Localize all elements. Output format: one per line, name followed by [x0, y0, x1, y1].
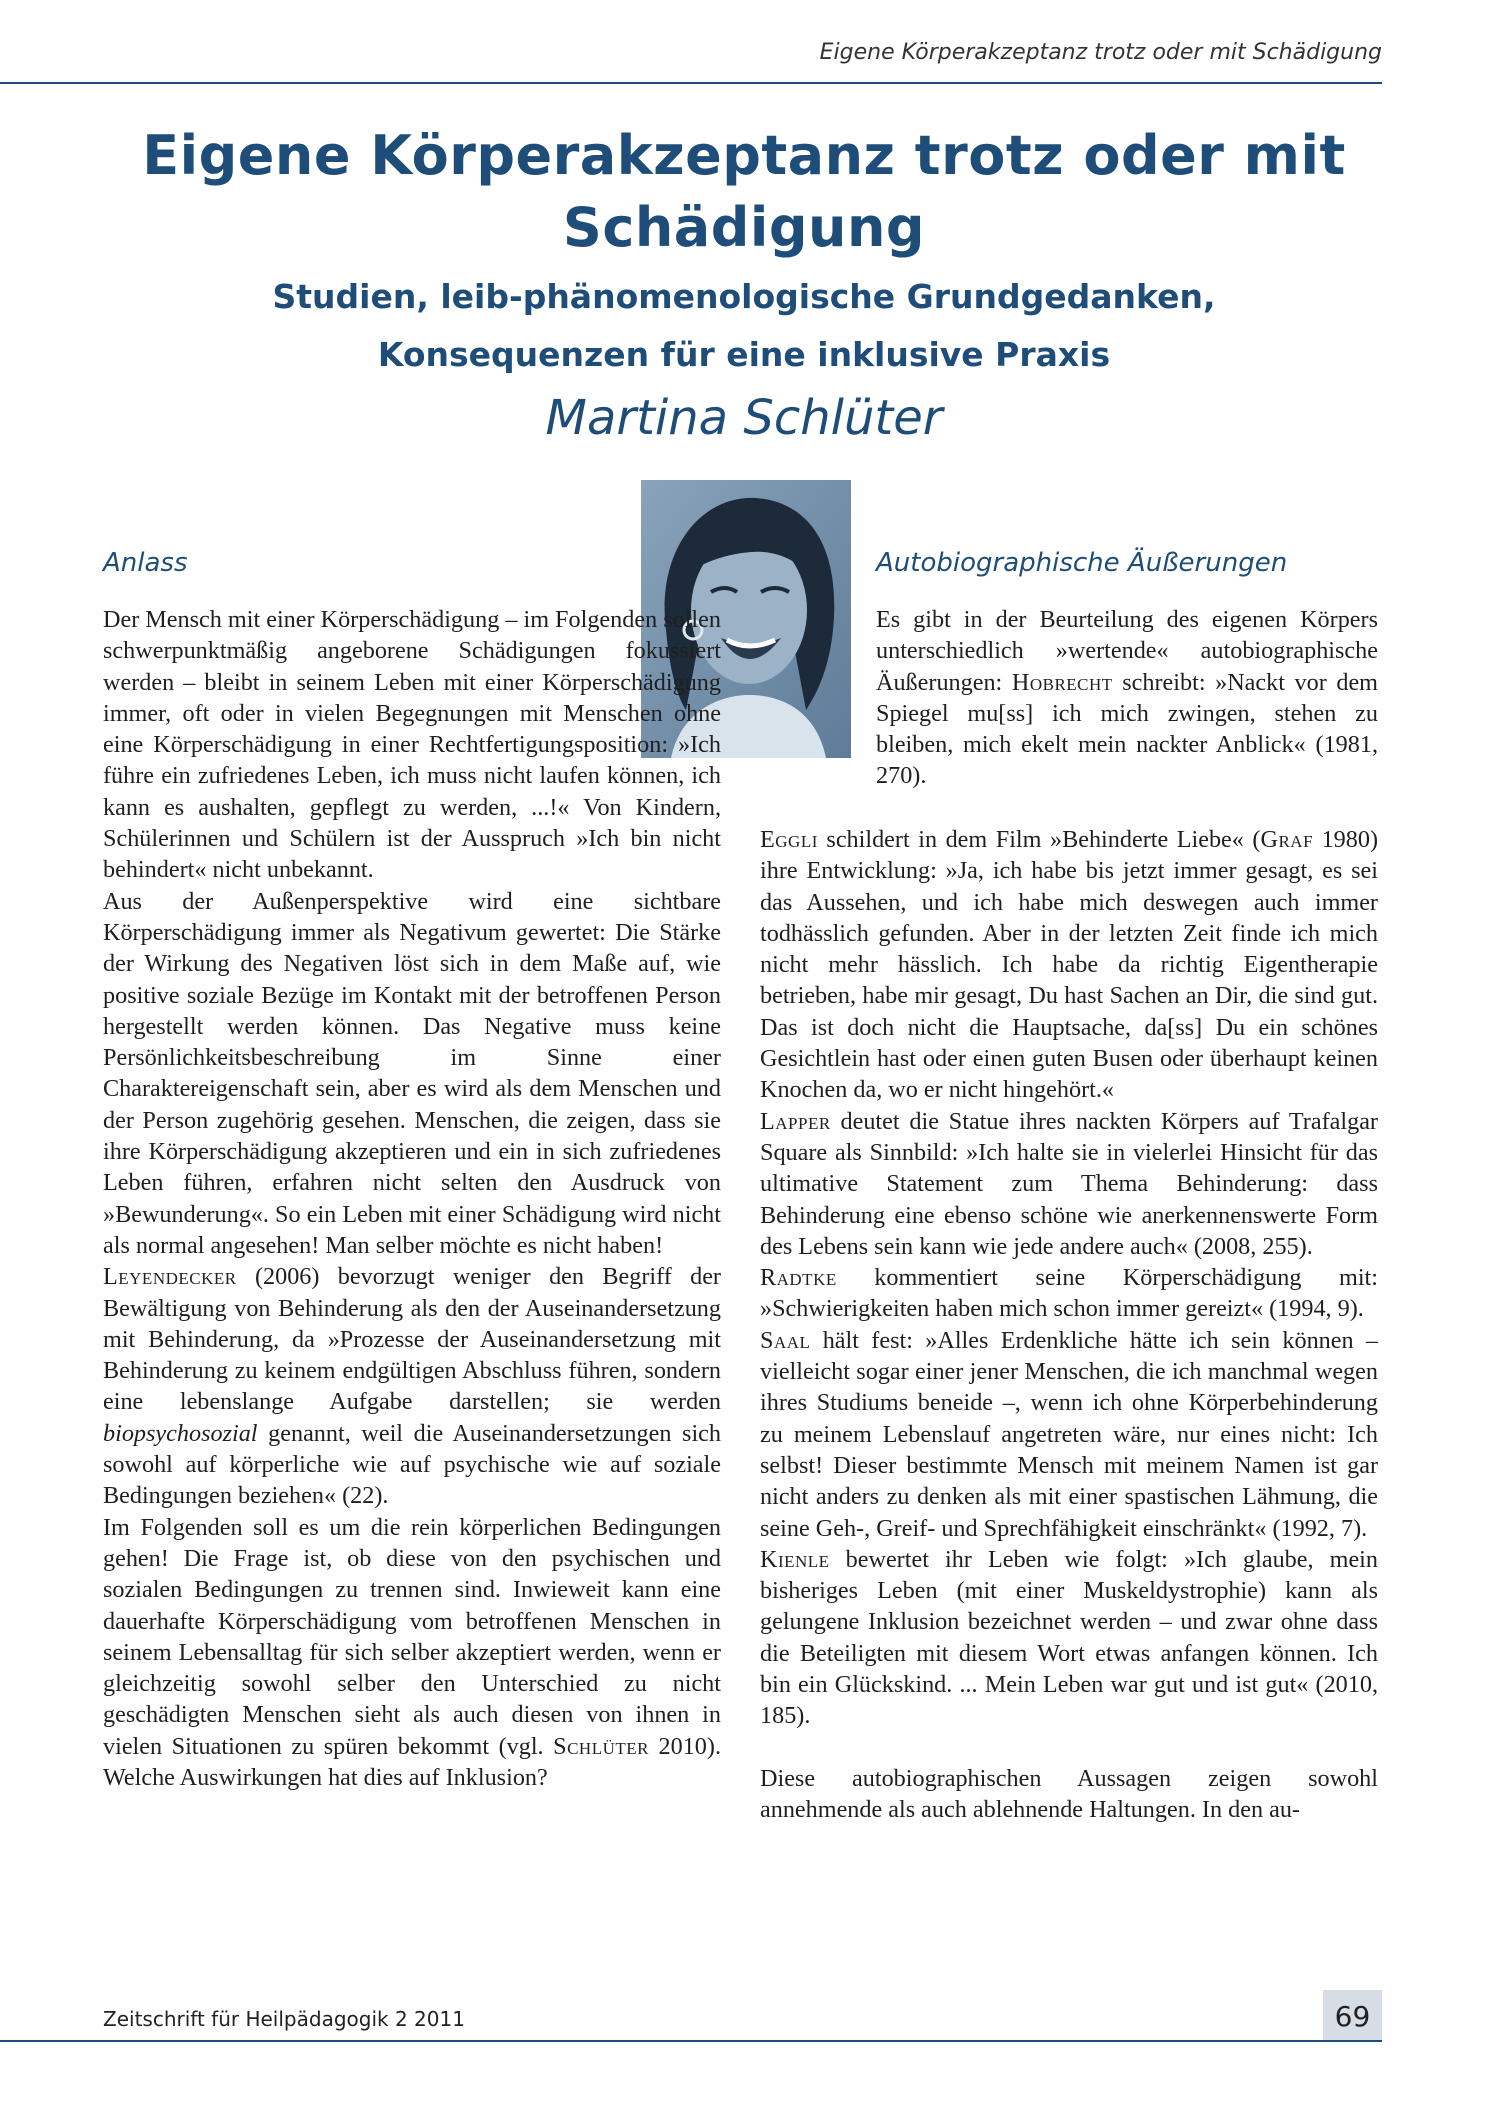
- author-name: Martina Schlüter: [545, 390, 943, 446]
- text-anlass-2: Aus der Außenperspektive wird eine sichtbare Körperschädigung immer als Negativum gewertet: Die Stärke der Wirkung des Negativen löst sich in dem Maße auf, wie positive soziale Bezüge im Kontakt mit der betroffenen Person hergestellt werden können. Das Negative muss keine Persönlichkeitsbeschreibung im Sinne einer Charaktereigenschaft sein, aber es wird als dem Menschen und der Person zugehörig gesehen. Menschen, die zeigen, dass sie ihre Körperschädigung akzeptieren und ein in sich zufriedenes Leben führen, erfahren nicht selten den Ausdruck von »Bewunderung«. So ein Leben mit einer Schädigung wird nicht als normal angesehen! Man selber möchte es nicht haben!: [103, 887, 721, 1259]
- article-title-line-1: Eigene Körperakzeptanz trotz oder mit: [142, 124, 1346, 187]
- paragraph-radtke: [760, 1262, 1378, 1325]
- paragraph-anlass-2: [103, 886, 721, 1262]
- text-closing: Diese autobiographischen Aussagen zeigen sowohl annehmende als auch ablehnende Haltungen. In den au-: [760, 1764, 1378, 1823]
- right-column: [760, 824, 1378, 1825]
- paragraph-anlass-1: [103, 604, 721, 886]
- footer-journal: Zeitschrift für Heilpädagogik 2 2011: [103, 2007, 465, 2031]
- text-anlass-3a: (2006) bevorzugt weniger den Begriff der Bewältigung von Behinderung als den der Auseinandersetzung mit Behinderung, da »Prozesse der Auseinandersetzung mit Behinderung zu keinem endgültigen Abschluss führen, sondern eine lebenslange Aufgabe darstellen; sie werden: [103, 1263, 721, 1416]
- text-eggli-b: 1980) ihre Entwicklung: »Ja, ich habe bis jetzt immer gesagt, es sei das Aussehen, und ich habe mich deswegen auch immer todhässlich gefunden. Aber in der letzten Zeit finde ich mich nicht mehr hässlich. Ich habe da richtig Eigentherapie betrieben, habe mir gesagt, Du hast Sachen an Dir, die sind gut. Das ist doch nicht die Hauptsache, da[ss] Du ein schönes Gesichtlein hast oder einen guten Busen oder überhaupt keinen Knochen da, wo er nicht hingehört.«: [760, 826, 1378, 1104]
- author-ref-hobrecht: Hobrecht: [1011, 668, 1113, 696]
- text-lapper: deutet die Statue ihres nackten Körpers auf Trafalgar Square als Sinnbild: »Ich halte sie in vielerlei Hinsicht für das ultimative Statement zum Thema Behinderung: dass Behinderung eine ebenso schöne wie anerkennenswerte Form des Lebens sein kann wie jede andere auch« (2008, 255).: [760, 1107, 1378, 1260]
- text-hobrecht-quote: schreibt: »Nackt vor dem Spiegel mu[ss] ich mich zwingen, stehen zu bleiben, mich ekelt mein nackter Anblick« (1981, 270).: [876, 668, 1378, 790]
- text-intro: Es gibt in der Beurteilung des eigenen Körpers unterschiedlich »wertende« autobiographische Äußerungen:: [876, 606, 1378, 696]
- section-heading-autobiographische: Autobiographische Äußerungen: [876, 548, 1288, 578]
- page-number-box: [1323, 1990, 1382, 2040]
- left-column: [103, 604, 721, 1793]
- article-title-line-2: Schädigung: [562, 196, 926, 259]
- paragraph-eggli: [760, 824, 1378, 1106]
- text-anlass-1: Der Mensch mit einer Körperschädigung – im Folgenden sollen schwerpunktmäßig angeborene Schädigungen fokussiert werden – bleibt in seinem Leben mit einer Körperschädigung immer, oft oder in vielen Begegnungen mit Menschen ohne eine Körperschädigung in einer Rechtfertigungsposition: »Ich führe ein zufriedenes Leben, ich muss nicht laufen können, ich kann es aushalten, gepflegt zu werden, ...!« Von Kindern, Schülerinnen und Schülern ist der Ausspruch »Ich bin nicht behindert« nicht unbekannt.: [103, 606, 721, 884]
- author-ref-graf: Graf: [1260, 826, 1314, 853]
- paragraph-anlass-4: [103, 1512, 721, 1794]
- author-ref-kienle: Kienle: [760, 1545, 830, 1573]
- paragraph-closing: [760, 1763, 1378, 1826]
- paragraph-lapper: [760, 1106, 1378, 1262]
- author-ref-radtke: Radtke: [760, 1264, 837, 1292]
- article-title: [100, 120, 1388, 264]
- author-ref-schlueter: Schlüter: [553, 1732, 649, 1760]
- text-kienle: bewertet ihr Leben wie folgt: »Ich glaube, mein bisheriges Leben (mit einer Muskeldystrophie) kann als gelungene Inklusion bezeichnet werden – und zwar ohne dass die Beteiligten mit diesem Wort etwas anfangen können. Ich bin ein Glückskind. ... Mein Leben war gut und ist gut« (2010, 185).: [760, 1545, 1378, 1730]
- page-number: 69: [1334, 2000, 1371, 2033]
- article-subtitle-line-2: Konsequenzen für eine inklusive Praxis: [377, 335, 1111, 374]
- author-ref-saal: Saal: [760, 1326, 811, 1354]
- right-column-intro: [876, 604, 1378, 792]
- article-subtitle: [100, 268, 1388, 384]
- running-head-title: Eigene Körperakzeptanz trotz oder mit Schädigung: [819, 40, 1382, 65]
- paragraph-anlass-3: [103, 1261, 721, 1511]
- paragraph-kienle: [760, 1544, 1378, 1732]
- term-biopsychosozial: biopsychosozial: [103, 1419, 258, 1447]
- footer-rule: [0, 2040, 1382, 2042]
- text-anlass-4b: 2010). Welche Auswirkungen hat dies auf Inklusion?: [103, 1732, 721, 1791]
- text-anlass-4a: Im Folgenden soll es um die rein körperlichen Bedingungen gehen! Die Frage ist, ob diese von den psychischen und sozialen Bedingungen zu trennen sind. Inwieweit kann eine dauerhafte Körperschädigung vom betroffenen Menschen in seinem Lebensalltag für sich selber akzeptiert werden, wenn er gleichzeitig sowohl selber den Unterschied zu nicht geschädigten Menschen sieht als auch diesen von ihnen in vielen Situationen zu spüren bekommt (vgl.: [103, 1513, 721, 1760]
- author-ref-leyendecker: Leyendecker: [103, 1263, 237, 1291]
- paragraph-saal: [760, 1325, 1378, 1544]
- text-radtke: kommentiert seine Körperschädigung mit: »Schwierigkeiten haben mich schon immer gereizt« (1994, 9).: [760, 1264, 1378, 1323]
- section-heading-anlass: Anlass: [103, 548, 188, 578]
- paragraph-intro: [876, 604, 1378, 792]
- text-anlass-3b: genannt, weil die Auseinandersetzungen sich sowohl auf körperliche wie auf psychische wie auf soziale Bedingungen beziehen« (22).: [103, 1419, 721, 1510]
- text-eggli-a: schildert in dem Film »Behinderte Liebe« (: [817, 826, 1261, 853]
- author-ref-eggli: Eggli: [760, 826, 818, 853]
- author-ref-lapper: Lapper: [760, 1107, 831, 1135]
- article-subtitle-line-1: Studien, leib-phänomenologische Grundgedanken,: [272, 277, 1216, 316]
- running-header: [0, 0, 1382, 84]
- text-saal: hält fest: »Alles Erdenkliche hätte ich sein können – vielleicht sogar einer jener Menschen, die ich manchmal wegen ihres Studiums beneide –, wenn ich ohne Körperbehinderung zu meinem Lebenslauf angetreten wäre, nur eines nicht: Ich selbst! Dieser bestimmte Mensch mit meinem Namen ist gar nicht anders zu denken als mit einer spastischen Lähmung, die seine Geh-, Greif- und Sprechfähigkeit einschränkt« (1992, 7).: [760, 1326, 1378, 1542]
